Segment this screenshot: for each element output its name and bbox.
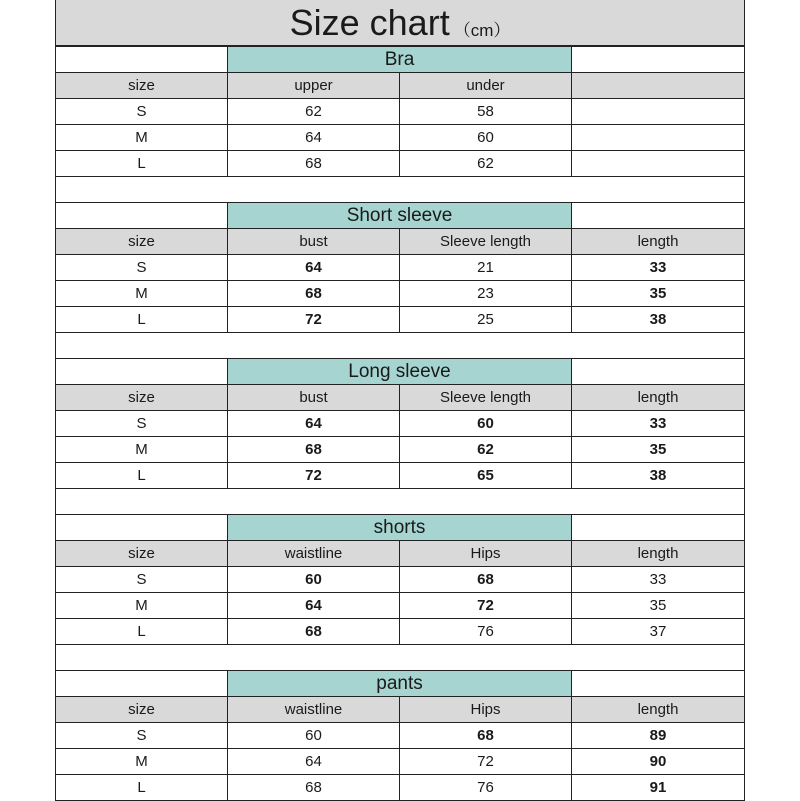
size-table (55, 46, 745, 801)
table-row (56, 619, 745, 645)
column-header-row (56, 229, 745, 255)
measurement-cell: 72 (228, 463, 400, 489)
column-header: length (572, 541, 745, 567)
empty-cell (572, 47, 745, 73)
measurement-cell: 72 (228, 307, 400, 333)
measurement-cell (572, 125, 745, 151)
measurement-cell: 64 (228, 411, 400, 437)
table-row (56, 151, 745, 177)
section-title-shorts: shorts (228, 515, 572, 541)
column-header: Hips (400, 541, 572, 567)
measurement-cell: 21 (400, 255, 572, 281)
measurement-cell: 65 (400, 463, 572, 489)
table-row (56, 775, 745, 801)
spacer-row (56, 489, 745, 515)
size-cell: M (56, 437, 228, 463)
size-table-body (56, 47, 745, 801)
measurement-cell (572, 151, 745, 177)
section-title-row (56, 359, 745, 385)
empty-cell (572, 515, 745, 541)
empty-cell (56, 515, 228, 541)
measurement-cell: 58 (400, 99, 572, 125)
size-cell: L (56, 463, 228, 489)
size-cell: M (56, 125, 228, 151)
spacer-row (56, 333, 745, 359)
table-row (56, 749, 745, 775)
measurement-cell: 60 (400, 125, 572, 151)
measurement-cell: 64 (228, 749, 400, 775)
column-header: size (56, 541, 228, 567)
measurement-cell: 38 (572, 307, 745, 333)
measurement-cell: 62 (400, 151, 572, 177)
section-title-row (56, 47, 745, 73)
section-title-row (56, 203, 745, 229)
measurement-cell: 68 (228, 619, 400, 645)
column-header-row (56, 541, 745, 567)
measurement-cell (572, 99, 745, 125)
size-chart (55, 0, 745, 801)
measurement-cell: 68 (228, 151, 400, 177)
table-row (56, 307, 745, 333)
size-cell: L (56, 151, 228, 177)
section-title-bra: Bra (228, 47, 572, 73)
measurement-cell: 72 (400, 593, 572, 619)
size-cell: L (56, 619, 228, 645)
empty-cell (572, 671, 745, 697)
table-row (56, 255, 745, 281)
measurement-cell: 62 (400, 437, 572, 463)
spacer-cell (56, 489, 745, 515)
chart-title: Size chart (289, 1, 450, 43)
column-header: size (56, 73, 228, 99)
measurement-cell: 76 (400, 775, 572, 801)
column-header: bust (228, 229, 400, 255)
column-header (572, 73, 745, 99)
column-header: size (56, 697, 228, 723)
spacer-cell (56, 645, 745, 671)
section-title-row (56, 515, 745, 541)
measurement-cell: 91 (572, 775, 745, 801)
empty-cell (572, 203, 745, 229)
spacer-cell (56, 177, 745, 203)
spacer-cell (56, 333, 745, 359)
measurement-cell: 35 (572, 281, 745, 307)
measurement-cell: 68 (228, 437, 400, 463)
table-row (56, 437, 745, 463)
measurement-cell: 68 (400, 567, 572, 593)
column-header: length (572, 229, 745, 255)
measurement-cell: 76 (400, 619, 572, 645)
measurement-cell: 64 (228, 593, 400, 619)
measurement-cell: 64 (228, 125, 400, 151)
column-header: bust (228, 385, 400, 411)
column-header: Sleeve length (400, 229, 572, 255)
measurement-cell: 60 (228, 723, 400, 749)
measurement-cell: 35 (572, 593, 745, 619)
empty-cell (56, 671, 228, 697)
size-cell: S (56, 723, 228, 749)
column-header: size (56, 385, 228, 411)
table-row (56, 567, 745, 593)
table-row (56, 125, 745, 151)
size-cell: M (56, 281, 228, 307)
measurement-cell: 68 (228, 775, 400, 801)
size-chart-header (55, 0, 745, 46)
empty-cell (56, 47, 228, 73)
table-row (56, 593, 745, 619)
measurement-cell: 60 (228, 567, 400, 593)
column-header: upper (228, 73, 400, 99)
measurement-cell: 68 (228, 281, 400, 307)
section-title-row (56, 671, 745, 697)
measurement-cell: 90 (572, 749, 745, 775)
column-header: under (400, 73, 572, 99)
size-cell: L (56, 307, 228, 333)
table-row (56, 463, 745, 489)
empty-cell (56, 359, 228, 385)
column-header-row (56, 697, 745, 723)
measurement-cell: 23 (400, 281, 572, 307)
section-title-short-sleeve: Short sleeve (228, 203, 572, 229)
column-header-row (56, 385, 745, 411)
column-header: length (572, 385, 745, 411)
column-header: Hips (400, 697, 572, 723)
table-row (56, 281, 745, 307)
size-cell: S (56, 567, 228, 593)
table-row (56, 411, 745, 437)
spacer-row (56, 645, 745, 671)
column-header-row (56, 73, 745, 99)
column-header: size (56, 229, 228, 255)
measurement-cell: 37 (572, 619, 745, 645)
measurement-cell: 68 (400, 723, 572, 749)
empty-cell (572, 359, 745, 385)
column-header: waistline (228, 697, 400, 723)
size-cell: S (56, 99, 228, 125)
size-cell: L (56, 775, 228, 801)
measurement-cell: 38 (572, 463, 745, 489)
chart-unit: （cm） (453, 21, 511, 40)
measurement-cell: 60 (400, 411, 572, 437)
section-title-pants: pants (228, 671, 572, 697)
measurement-cell: 62 (228, 99, 400, 125)
empty-cell (56, 203, 228, 229)
spacer-row (56, 177, 745, 203)
measurement-cell: 72 (400, 749, 572, 775)
column-header: length (572, 697, 745, 723)
measurement-cell: 35 (572, 437, 745, 463)
measurement-cell: 25 (400, 307, 572, 333)
size-cell: M (56, 749, 228, 775)
measurement-cell: 33 (572, 411, 745, 437)
size-cell: S (56, 411, 228, 437)
measurement-cell: 89 (572, 723, 745, 749)
column-header: Sleeve length (400, 385, 572, 411)
measurement-cell: 64 (228, 255, 400, 281)
measurement-cell: 33 (572, 567, 745, 593)
table-row (56, 723, 745, 749)
size-cell: M (56, 593, 228, 619)
column-header: waistline (228, 541, 400, 567)
size-cell: S (56, 255, 228, 281)
section-title-long-sleeve: Long sleeve (228, 359, 572, 385)
measurement-cell: 33 (572, 255, 745, 281)
table-row (56, 99, 745, 125)
